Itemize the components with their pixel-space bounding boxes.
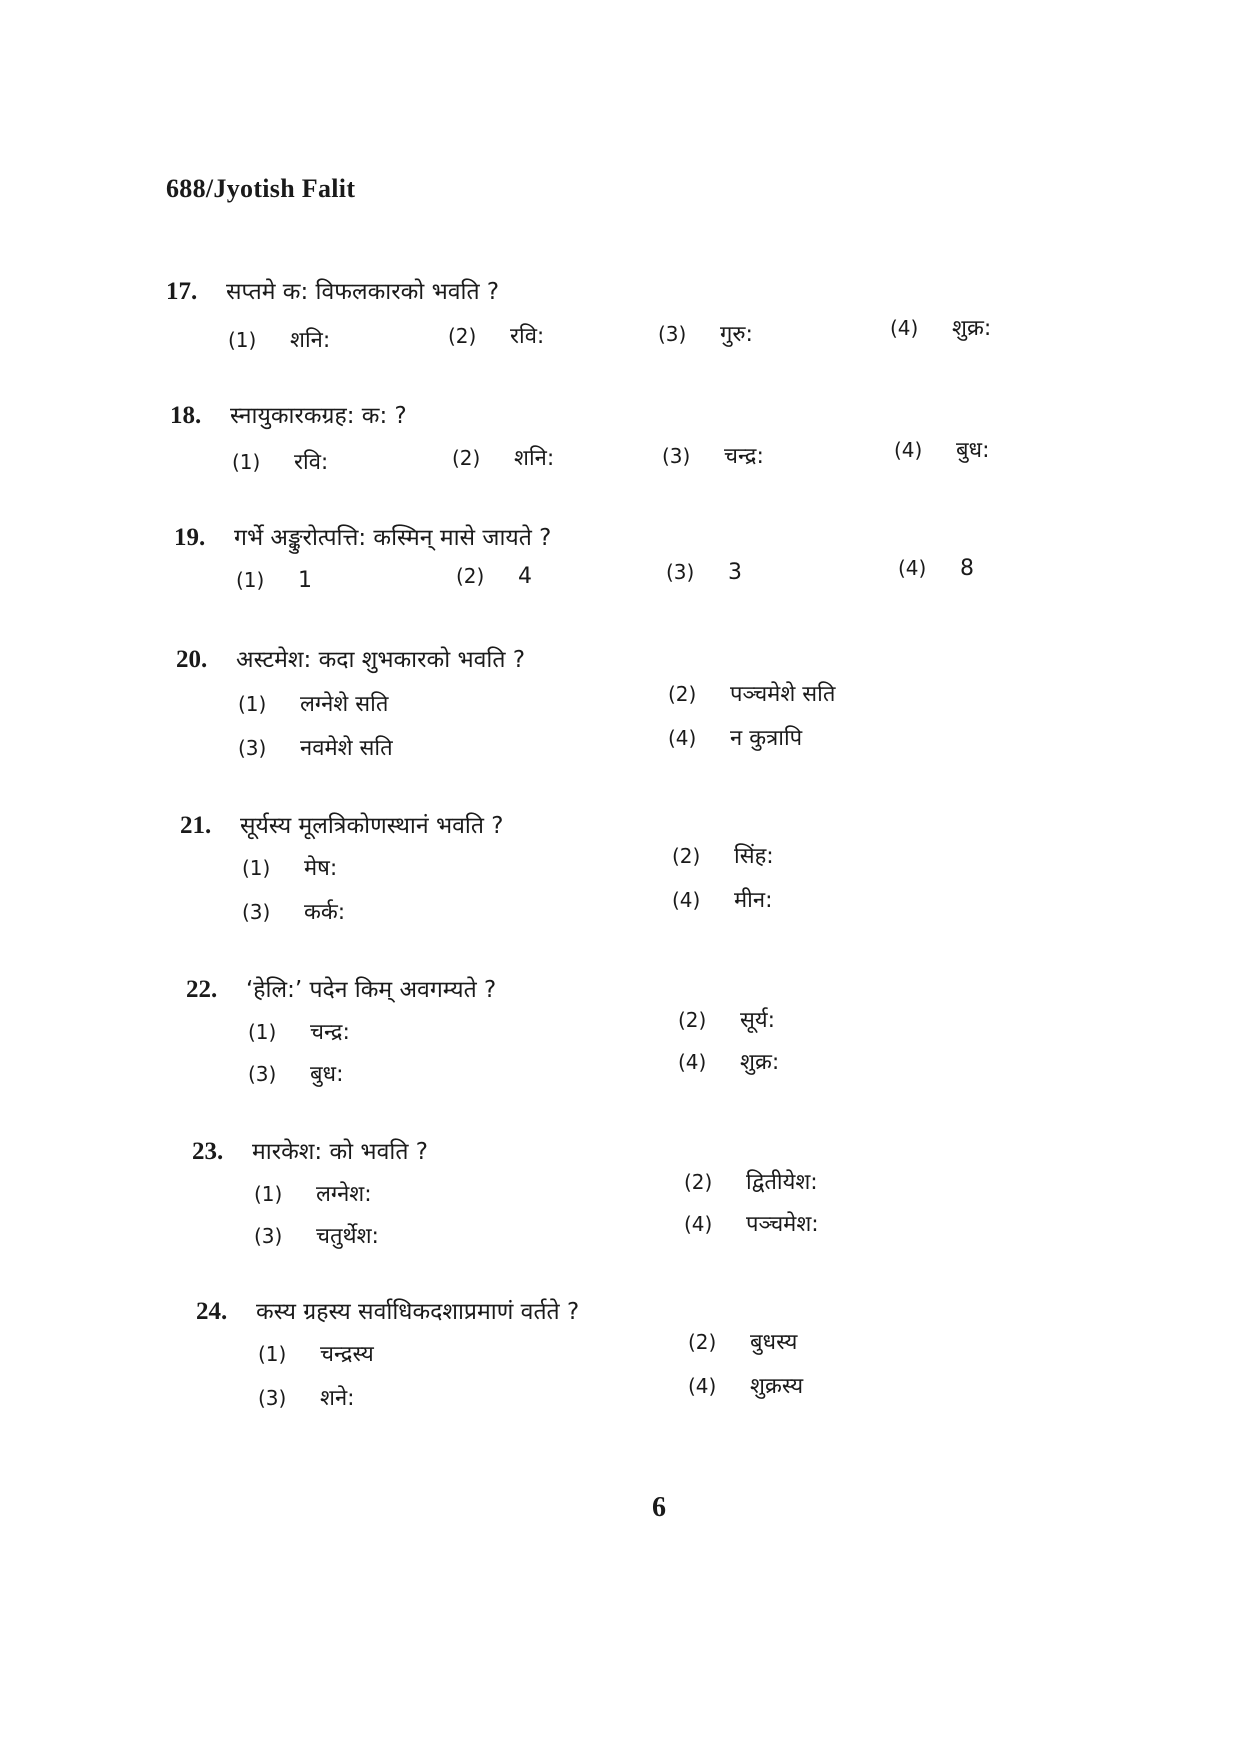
option-number: (4) [672, 888, 701, 912]
option-text: शनि: [514, 446, 555, 471]
question-18 [170, 396, 1070, 475]
question-text: अस्टमेश: कदा शुभकारको भवति ? [236, 647, 526, 673]
question-number: 24. [196, 1298, 228, 1325]
option-4 [668, 722, 802, 752]
option-text: नवमेशे सति [300, 736, 393, 761]
option-text: मेष: [304, 856, 338, 881]
option-number: (1) [236, 568, 265, 592]
question-21 [180, 806, 1080, 925]
option-number: (2) [452, 446, 481, 470]
option-1 [254, 1178, 372, 1208]
option-text: गुरु: [720, 322, 753, 347]
option-text: शनि: [290, 328, 331, 353]
option-4 [890, 312, 991, 342]
question-text: मारकेश: को भवति ? [252, 1139, 428, 1165]
option-text: लग्नेशे सति [300, 692, 389, 717]
option-number: (3) [242, 900, 271, 924]
option-text: 1 [298, 568, 312, 593]
option-number: (1) [228, 328, 257, 352]
option-number: (2) [672, 844, 701, 868]
option-number: (2) [688, 1330, 717, 1354]
option-text: द्वितीयेश: [746, 1170, 818, 1195]
option-text: 3 [728, 560, 742, 585]
option-4 [894, 434, 990, 464]
option-number: (1) [258, 1342, 287, 1366]
option-3 [238, 732, 393, 762]
option-number: (3) [254, 1224, 283, 1248]
option-4 [672, 884, 772, 914]
option-number: (4) [688, 1374, 717, 1398]
question-number: 19. [174, 524, 206, 551]
question-20 [176, 640, 1076, 761]
question-number: 18. [170, 402, 202, 429]
option-text: बुध: [310, 1062, 344, 1087]
question-text: सप्तमे क: विफलकारको भवति ? [226, 279, 500, 305]
option-text: चन्द्र: [724, 444, 764, 469]
option-4 [898, 556, 974, 581]
question-24 [196, 1292, 1096, 1411]
option-1 [238, 688, 388, 718]
option-3 [662, 440, 764, 470]
option-3 [666, 560, 742, 585]
option-number: (2) [678, 1008, 707, 1032]
option-text: शने: [320, 1386, 355, 1411]
question-19 [174, 518, 1074, 593]
option-text: रवि: [294, 450, 329, 475]
question-17 [166, 272, 1066, 353]
option-text: 8 [960, 556, 974, 581]
question-number: 23. [192, 1138, 224, 1165]
question-22 [186, 970, 1086, 1087]
option-3 [242, 896, 345, 926]
option-4 [684, 1208, 819, 1238]
option-4 [678, 1046, 779, 1076]
question-text: गर्भे अङ्कुरोत्पत्ति: कस्मिन् मासे जायते ? [234, 525, 552, 551]
option-1 [236, 568, 312, 593]
question-23 [192, 1132, 1092, 1249]
option-number: (1) [242, 856, 271, 880]
option-text: सूर्य: [740, 1008, 776, 1033]
option-text: शुक्र: [952, 316, 992, 341]
option-number: (2) [684, 1170, 713, 1194]
option-number: (3) [666, 560, 695, 584]
option-3 [658, 318, 753, 348]
option-text: चन्द्रस्य [320, 1342, 374, 1367]
option-3 [258, 1382, 355, 1412]
option-text: न कुत्रापि [730, 726, 803, 751]
question-number: 20. [176, 646, 208, 673]
option-text: मीन: [734, 888, 773, 913]
option-1 [232, 446, 328, 476]
option-text: शुक्रस्य [750, 1374, 804, 1399]
option-1 [242, 852, 337, 882]
option-number: (2) [668, 682, 697, 706]
paper-title: 688/Jyotish Falit [166, 174, 356, 203]
option-text: रवि: [510, 324, 545, 349]
question-text: कस्य ग्रहस्य सर्वाधिकदशाप्रमाणं वर्तते ? [256, 1299, 580, 1325]
option-number: (1) [248, 1020, 277, 1044]
option-4 [688, 1370, 803, 1400]
option-number: (3) [658, 322, 687, 346]
option-number: (4) [898, 556, 927, 580]
option-text: पञ्चमेश: [746, 1212, 819, 1237]
option-number: (3) [238, 736, 267, 760]
option-2 [688, 1326, 797, 1356]
option-number: (4) [684, 1212, 713, 1236]
option-text: चन्द्र: [310, 1020, 350, 1045]
option-number: (4) [678, 1050, 707, 1074]
option-text: लग्नेश: [316, 1182, 372, 1207]
option-2 [456, 564, 532, 589]
option-number: (3) [248, 1062, 277, 1086]
option-1 [228, 324, 330, 354]
question-number: 21. [180, 812, 212, 839]
option-text: बुधस्य [750, 1330, 798, 1355]
option-text: शुक्र: [740, 1050, 780, 1075]
option-2 [672, 840, 774, 870]
option-text: पञ्चमेशे सति [730, 682, 836, 707]
option-1 [248, 1016, 350, 1046]
option-text: कर्क: [304, 900, 346, 925]
option-1 [258, 1338, 374, 1368]
option-number: (4) [894, 438, 923, 462]
question-text: सूर्यस्य मूलत्रिकोणस्थानं भवति ? [240, 813, 504, 839]
option-number: (4) [668, 726, 697, 750]
option-text: सिंह: [734, 844, 774, 869]
option-number: (4) [890, 316, 919, 340]
option-number: (1) [254, 1182, 283, 1206]
question-number: 17. [166, 278, 198, 305]
option-3 [254, 1220, 379, 1250]
option-2 [678, 1004, 775, 1034]
option-number: (1) [238, 692, 267, 716]
option-number: (2) [456, 564, 485, 588]
option-text: चतुर्थेश: [316, 1224, 379, 1249]
option-text: 4 [518, 564, 532, 589]
option-number: (3) [258, 1386, 287, 1410]
question-number: 22. [186, 976, 218, 1003]
option-2 [668, 678, 835, 708]
option-number: (1) [232, 450, 261, 474]
option-2 [684, 1166, 818, 1196]
page-number: 6 [652, 1492, 666, 1523]
option-number: (3) [662, 444, 691, 468]
question-text: स्नायुकारकग्रह: क: ? [230, 403, 407, 429]
question-text: ‘हेलि:’ पदेन किम् अवगम्यते ? [246, 977, 497, 1003]
option-text: बुध: [956, 438, 990, 463]
option-3 [248, 1058, 344, 1088]
option-2 [452, 442, 554, 472]
option-number: (2) [448, 324, 477, 348]
option-2 [448, 320, 544, 350]
